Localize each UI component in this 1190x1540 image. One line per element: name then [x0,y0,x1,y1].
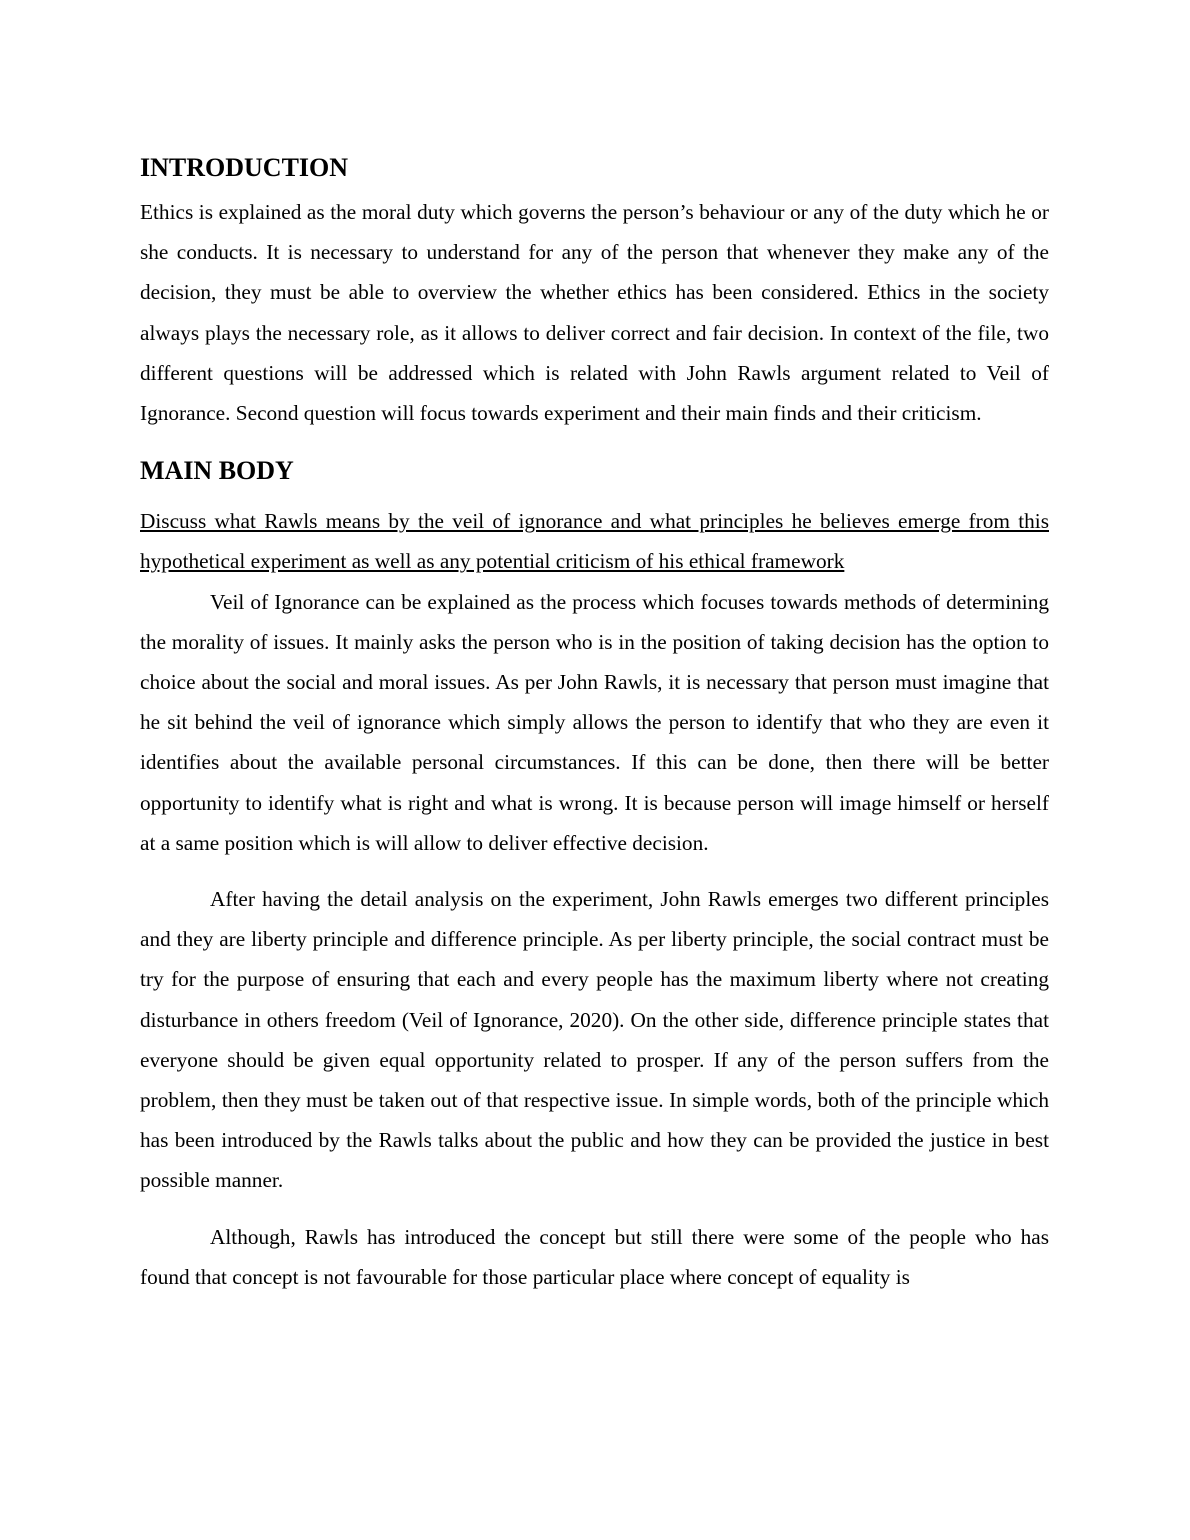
introduction-paragraph: Ethics is explained as the moral duty which governs the person’s behaviour or any of the duty which he or she conducts. It is necessary to understand for any of the person that whenever they make any of the decision, they must be able to overview the whether ethics has been considered. Ethics in the society always plays the necessary role, as it allows to deliver correct and fair decision. In context of the file, two different questions will be addressed which is related with John Rawls argument related to Veil of Ignorance. Second question will focus towards experiment and their main finds and their criticism. [140,200,1049,426]
question-prompt: Discuss what Rawls means by the veil of ignorance and what principles he believes emerge from this hypothetical experiment as well as any potential criticism of his ethical framework [140,509,1049,574]
document-page [140,150,1049,1297]
body-paragraph-criticism: Although, Rawls has introduced the concept but still there were some of the people who has found that concept is not favourable for those particular place where concept of equality is [140,1224,1049,1289]
body-paragraph-veil: Veil of Ignorance can be explained as the process which focuses towards methods of determining the morality of issues. It mainly asks the person who is in the position of taking decision has the option to choice about the social and moral issues. As per John Rawls, it is necessary that person must imagine that he sit behind the veil of ignorance which simply allows the person to identify that who they are even it identifies about the available personal circumstances. If this can be done, then there will be better opportunity to identify what is right and what is wrong. It is because person will image himself or herself at a same position which is will allow to deliver effective decision. [140,589,1049,855]
body-paragraph-principles: After having the detail analysis on the experiment, John Rawls emerges two different principles and they are liberty principle and difference principle. As per liberty principle, the social contract must be try for the purpose of ensuring that each and every people has the maximum liberty where not creating disturbance in others freedom (Veil of Ignorance, 2020). On the other side, difference principle states that everyone should be given equal opportunity related to prosper. If any of the person suffers from the problem, then they must be taken out of that respective issue. In simple words, both of the principle which has been introduced by the Rawls talks about the public and how they can be provided the justice in best possible manner. [140,887,1049,1193]
introduction-heading: INTRODUCTION [140,153,349,182]
main-body-heading: MAIN BODY [140,456,294,486]
